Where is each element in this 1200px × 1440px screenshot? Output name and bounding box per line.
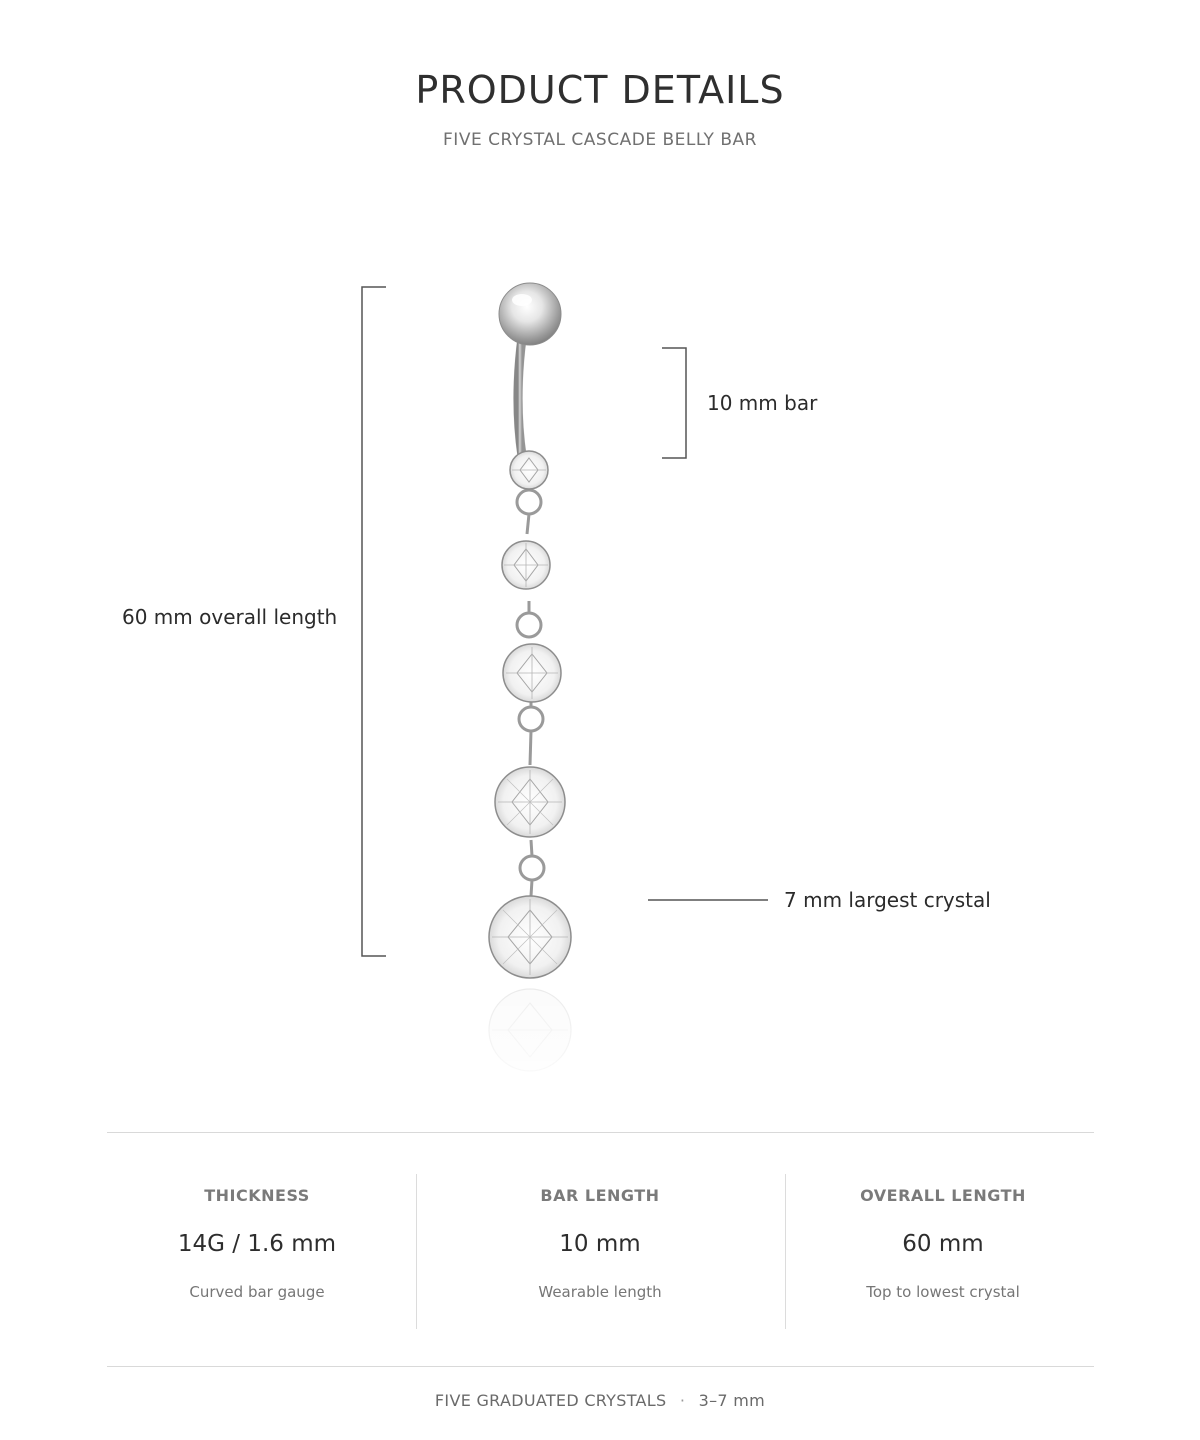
overall-length-bracket bbox=[362, 287, 386, 956]
bar-length-label: 10 mm bar bbox=[707, 391, 818, 415]
spec-value: 10 mm bbox=[559, 1231, 641, 1257]
crystal-3 bbox=[503, 644, 561, 702]
crystal-count-text: FIVE GRADUATED CRYSTALS bbox=[434, 1391, 667, 1410]
crystal-size-range: 3–7 mm bbox=[698, 1391, 766, 1410]
overall-length-label: 60 mm overall length bbox=[122, 605, 338, 629]
crystal-4 bbox=[495, 767, 565, 837]
spec-overall-length bbox=[788, 1186, 1098, 1301]
divider-bottom bbox=[107, 1366, 1094, 1367]
divider-top bbox=[107, 1132, 1094, 1133]
spec-value: 14G / 1.6 mm bbox=[177, 1231, 337, 1257]
column-divider bbox=[785, 1174, 786, 1329]
crystal-5 bbox=[489, 896, 571, 978]
bar-length-bracket bbox=[662, 348, 686, 458]
crystal-size-label: 7 mm largest crystal bbox=[784, 888, 991, 912]
page-title: PRODUCT DETAILS bbox=[415, 68, 785, 112]
spec-note: Top to lowest crystal bbox=[866, 1283, 1020, 1301]
product-name: FIVE CRYSTAL CASCADE BELLY BAR bbox=[443, 130, 757, 150]
crystal-2 bbox=[502, 541, 550, 589]
spec-heading: THICKNESS bbox=[204, 1186, 310, 1205]
spec-value: 60 mm bbox=[902, 1231, 984, 1257]
top-ball bbox=[499, 283, 561, 345]
crystal-summary bbox=[0, 1391, 1200, 1410]
spec-heading: OVERALL LENGTH bbox=[860, 1186, 1026, 1205]
spec-heading: BAR LENGTH bbox=[540, 1186, 660, 1205]
column-divider bbox=[416, 1174, 417, 1329]
spec-note: Wearable length bbox=[538, 1283, 662, 1301]
separator-dot: · bbox=[679, 1391, 686, 1410]
crystal-1 bbox=[510, 451, 548, 489]
spec-thickness bbox=[102, 1186, 412, 1301]
spec-note: Curved bar gauge bbox=[189, 1283, 325, 1301]
spec-bar-length bbox=[445, 1186, 755, 1301]
